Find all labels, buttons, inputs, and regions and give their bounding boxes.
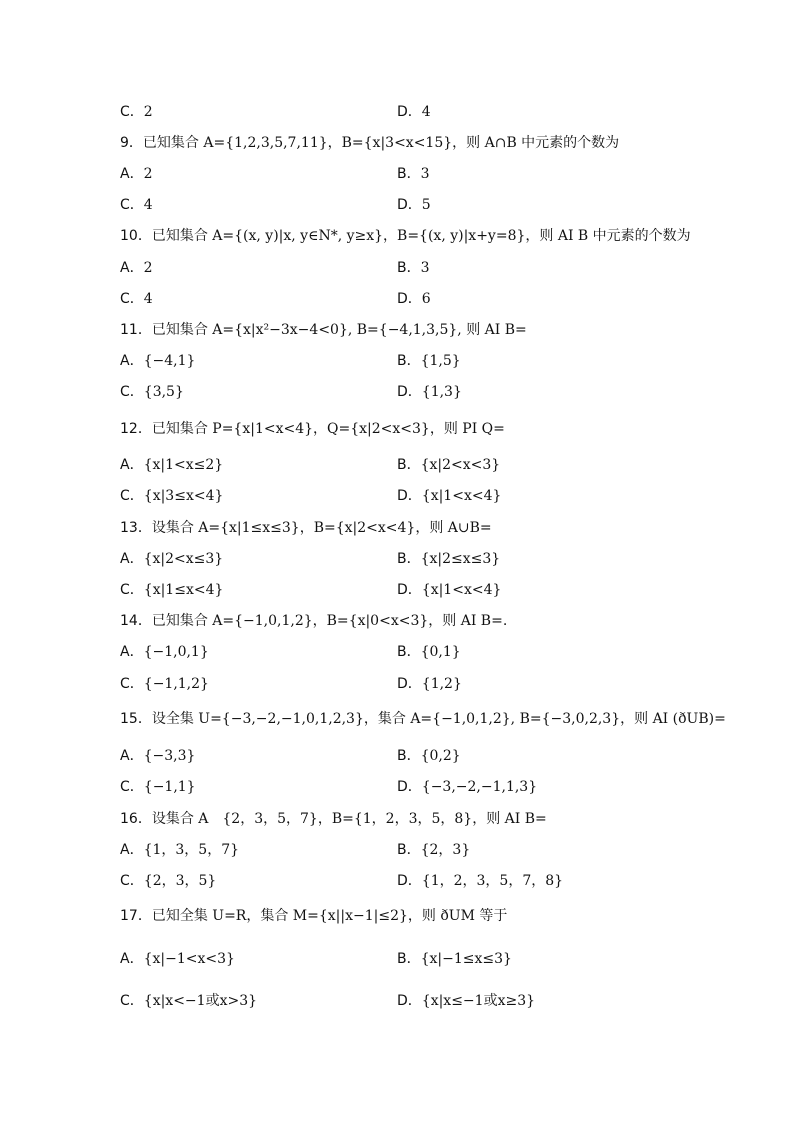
option-c: C．{x|1≤x<4} — [120, 582, 224, 598]
question-11: 11．已知集合 A={x|x²−3x−4<0}, B={−4,1,3,5}, 则 AI B= — [120, 322, 527, 338]
options-row — [0, 454, 793, 476]
option-b: B．{0,1} — [397, 644, 461, 660]
question-15: 15．设全集 U={−3,−2,−1,0,1,2,3}，集合 A={−1,0,1,2}, B={−3,0,2,3}，则 AI (ðUB)= — [120, 711, 726, 727]
option-b: B．{0,2} — [397, 748, 461, 764]
option-b: B．3 — [397, 260, 430, 276]
options-row — [0, 350, 793, 372]
options-row — [0, 745, 793, 767]
option-d: D．{x|1<x<4} — [397, 488, 502, 504]
option-a: A．{−4,1} — [120, 353, 196, 369]
option-a: A．2 — [120, 260, 153, 276]
options-row — [0, 641, 793, 663]
options-row — [0, 870, 793, 892]
question-9: 9．已知集合 A={1,2,3,5,7,11}，B={x|3<x<15}，则 A∩B 中元素的个数为 — [120, 135, 620, 151]
option-c: C．{2，3，5} — [120, 873, 217, 889]
option-d: D．4 — [397, 104, 431, 120]
option-c: C．{x|x<−1或x>3} — [120, 993, 258, 1009]
question-text: 已知集合 A={−1,0,1,2}，B={x|0<x<3}，则 AI B=. — [151, 613, 508, 629]
option-b: B．{x|−1≤x≤3} — [397, 951, 512, 967]
option-c: C．{3,5} — [120, 384, 184, 400]
options-row — [0, 990, 793, 1012]
question-10: 10．已知集合 A={(x, y)|x, y∈N*, y≥x}，B={(x, y)|x+y=8}，则 AI B 中元素的个数为 — [120, 228, 691, 244]
options-row — [0, 163, 793, 185]
options-row — [0, 776, 793, 798]
option-c: C．4 — [120, 197, 153, 213]
options-row — [0, 381, 793, 403]
option-c: C．{−1,1,2} — [120, 676, 209, 692]
options-row — [0, 101, 793, 123]
option-d: D．{−3,−2,−1,1,3} — [397, 779, 538, 795]
option-d: D．5 — [397, 197, 431, 213]
options-row — [0, 839, 793, 861]
option-c: C．2 — [120, 104, 153, 120]
question-16: 16．设集合 A {2，3，5，7}，B={1，2，3，5，8}，则 AI B= — [120, 811, 547, 827]
option-d: D．{1，2，3，5，7，8} — [397, 873, 564, 889]
question-12: 12．已知集合 P={x|1<x<4}，Q={x|2<x<3}，则 PI Q= — [120, 421, 505, 437]
option-d: D．{x|x≤−1或x≥3} — [397, 993, 536, 1009]
option-a: A．{1，3，5，7} — [120, 842, 240, 858]
question-text: 已知集合 A={(x, y)|x, y∈N*, y≥x}，B={(x, y)|x+y=8}，则 AI B 中元素的个数为 — [151, 228, 691, 244]
options-row — [0, 548, 793, 570]
options-row — [0, 194, 793, 216]
option-a: A．{−1,0,1} — [120, 644, 209, 660]
question-text: 已知集合 P={x|1<x<4}，Q={x|2<x<3}，则 PI Q= — [151, 421, 505, 437]
options-row — [0, 257, 793, 279]
option-b: B．{x|2≤x≤3} — [397, 551, 501, 567]
option-a: A．{x|1<x≤2} — [120, 457, 224, 473]
option-c: C．{x|3≤x<4} — [120, 488, 224, 504]
option-d: D．6 — [397, 291, 431, 307]
options-row — [0, 579, 793, 601]
question-text: 已知集合 A={x|x²−3x−4<0}, B={−4,1,3,5}, 则 AI B= — [151, 322, 527, 338]
option-b: B．3 — [397, 166, 430, 182]
option-d: D．{1,2} — [397, 676, 462, 692]
question-14: 14．已知集合 A={−1,0,1,2}，B={x|0<x<3}，则 AI B=. — [120, 613, 508, 629]
option-b: B．{2，3} — [397, 842, 471, 858]
question-text: 设集合 A {2，3，5，7}，B={1，2，3，5，8}，则 AI B= — [151, 811, 547, 827]
option-c: C．4 — [120, 291, 153, 307]
option-a: A．{x|2<x≤3} — [120, 551, 224, 567]
question-text: 设全集 U={−3,−2,−1,0,1,2,3}，集合 A={−1,0,1,2}, B={−3,0,2,3}，则 AI (ðUB)= — [151, 711, 726, 727]
option-a: A．{x|−1<x<3} — [120, 951, 235, 967]
options-row — [0, 673, 793, 695]
options-row — [0, 485, 793, 507]
option-c: C．{−1,1} — [120, 779, 196, 795]
option-b: B．{1,5} — [397, 353, 461, 369]
question-13: 13．设集合 A={x|1≤x≤3}，B={x|2<x<4}，则 A∪B= — [120, 520, 492, 536]
option-d: D．{1,3} — [397, 384, 462, 400]
question-text: 设集合 A={x|1≤x≤3}，B={x|2<x<4}，则 A∪B= — [151, 520, 492, 536]
option-a: A．{−3,3} — [120, 748, 196, 764]
question-text: 已知全集 U=R，集合 M={x||x−1|≤2}，则 ðUM 等于 — [151, 908, 508, 924]
options-row — [0, 288, 793, 310]
option-b: B．{x|2<x<3} — [397, 457, 501, 473]
options-row — [0, 948, 793, 970]
question-17: 17．已知全集 U=R，集合 M={x||x−1|≤2}，则 ðUM 等于 — [120, 908, 508, 924]
question-text: 已知集合 A={1,2,3,5,7,11}，B={x|3<x<15}，则 A∩B 中元素的个数为 — [142, 135, 620, 151]
option-a: A．2 — [120, 166, 153, 182]
option-d: D．{x|1<x<4} — [397, 582, 502, 598]
